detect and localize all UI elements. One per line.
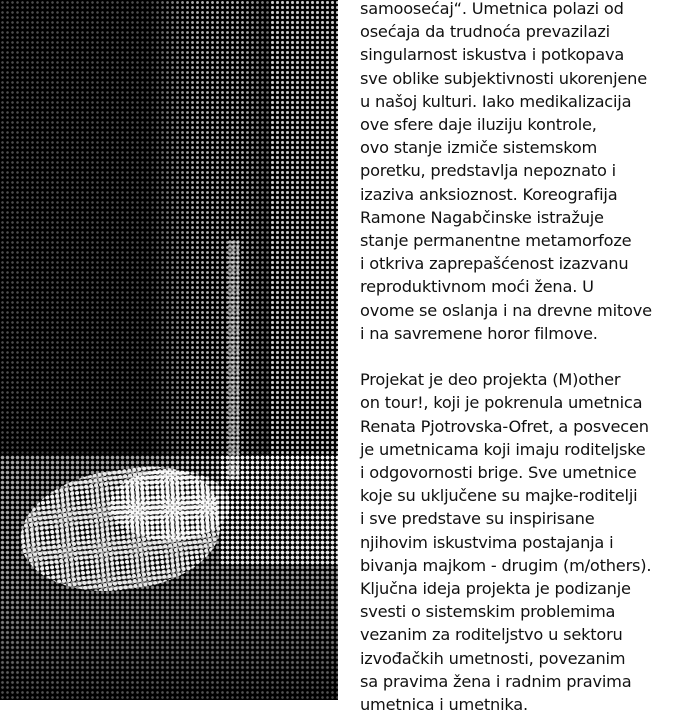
text-line: reproduktivnom moći žena. U (360, 277, 594, 297)
article-text (360, 0, 690, 716)
text-line: poretku, predstavlja nepoznato i (360, 161, 616, 181)
text-line: osećaja da trudnoća prevazilazi (360, 22, 610, 42)
photo-pole (228, 240, 240, 480)
text-line: izaziva anksioznost. Koreografija (360, 184, 618, 204)
text-line: on tour!, koji je pokrenula umetnica (360, 393, 643, 413)
text-line: Projekat je deo projekta (M)other (360, 370, 621, 390)
halftone-performance-photo (0, 0, 338, 700)
text-line: samoosećaj“. Umetnica polazi od (360, 0, 624, 18)
text-line: ovome se oslanja i na drevne mitove (360, 300, 652, 320)
text-line: i otkriva zaprepašćenost izazvanu (360, 254, 629, 274)
text-line: njihovim iskustvima postajanja i (360, 532, 614, 552)
text-line: Ramone Nagabčinske istražuje (360, 207, 604, 227)
text-line: sa pravima žena i radnim pravima (360, 671, 632, 691)
photo-bench (220, 455, 338, 565)
text-line: u našoj kulturi. Iako medikalizacija (360, 91, 632, 111)
text-line: i na savremene horor filmove. (360, 323, 598, 343)
text-line: umetnica i umetnika. (360, 695, 528, 715)
text-line: ovo stanje izmiče sistemskom (360, 138, 598, 158)
text-line: ove sfere daje iluziju kontrole, (360, 115, 597, 135)
text-line: i sve predstave su inspirisane (360, 509, 595, 529)
text-line: je umetnicama koji imaju roditeljske (360, 439, 646, 459)
paragraph-2 (360, 368, 690, 716)
photo-figure-arm (110, 470, 230, 540)
text-line: vezanim za roditeljstvo u sektoru (360, 625, 623, 645)
photo-curtain-right (270, 0, 338, 470)
photo-curtain (150, 0, 280, 520)
text-line: Ključna ideja projekta je podizanje (360, 579, 631, 599)
text-line: svesti o sistemskim problemima (360, 602, 616, 622)
text-line: singularnost iskustva i potkopava (360, 45, 625, 65)
text-line: i odgovornosti brige. Sve umetnice (360, 463, 637, 483)
text-line: izvođačkih umetnosti, povezanim (360, 648, 626, 668)
text-line: sve oblike subjektivnosti ukorenjene (360, 68, 647, 88)
paragraph-spacer (360, 345, 690, 368)
paragraph-1 (360, 0, 690, 345)
text-line: koje su uključene su majke-roditelji (360, 486, 638, 506)
text-line: Renata Pjotrovska-Ofret, a posvecen (360, 416, 649, 436)
text-line: bivanja majkom - drugim (m/others). (360, 555, 652, 575)
text-line: stanje permanentne metamorfoze (360, 231, 632, 251)
